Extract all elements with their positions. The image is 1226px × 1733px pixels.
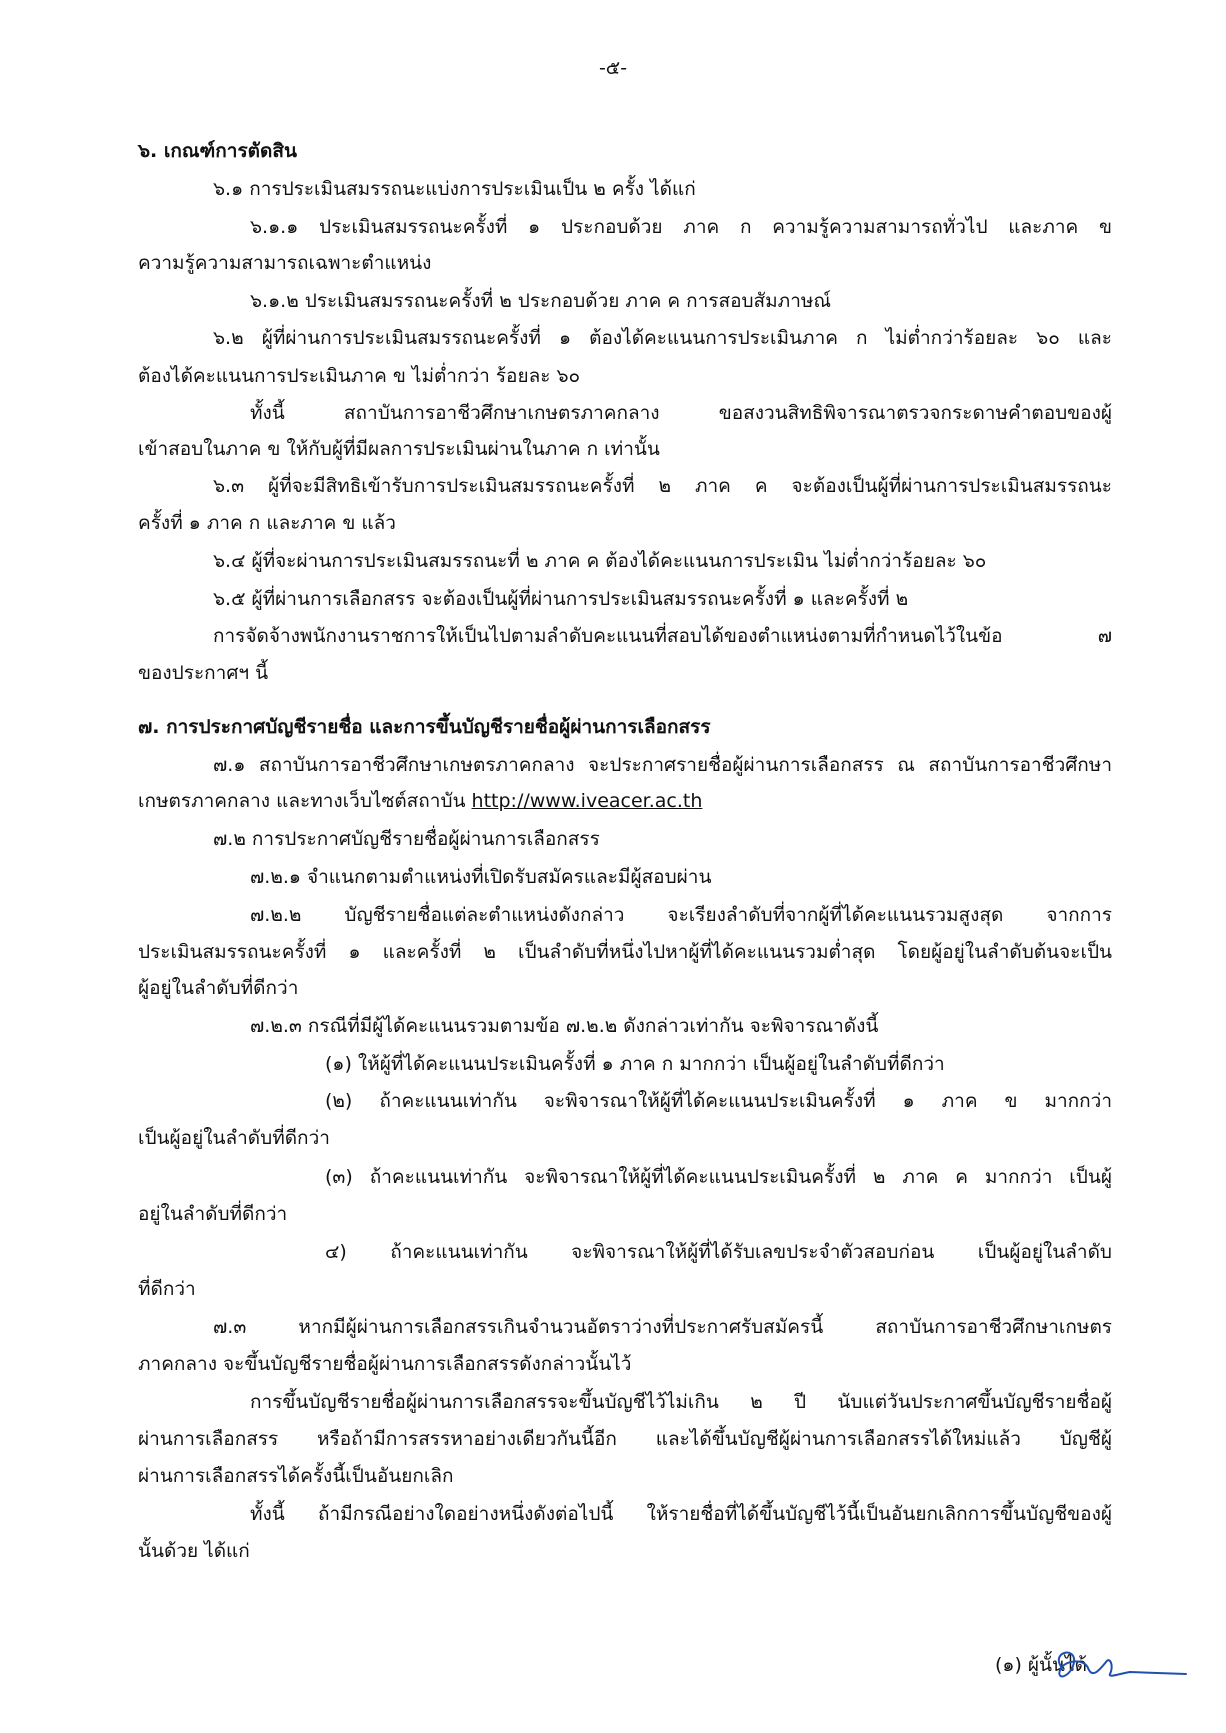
- paragraph-line: ๖.๑.๒ ประเมินสมรรถนะครั้งที่ ๒ ประกอบด้วย ภาค ค การสอบสัมภาษณ์: [250, 290, 832, 312]
- paragraph-line: ๗.๒.๒ บัญชีรายชื่อแต่ละตำแหน่งดังกล่าว จะเรียงลำดับที่จากผู้ที่ได้คะแนนรวมสูงสุด จากการ: [250, 904, 1112, 926]
- paragraph-line: ๗.๑ สถาบันการอาชีวศึกษาเกษตรภาคกลาง จะประกาศรายชื่อผู้ผ่านการเลือกสรร ณ สถาบันการอาชีวศึกษา: [213, 754, 1112, 776]
- paragraph-line: ๗.๓ หากมีผู้ผ่านการเลือกสรรเกินจำนวนอัตราว่างที่ประกาศรับสมัครนี้ สถาบันการอาชีวศึกษาเกษตร: [213, 1316, 1112, 1338]
- paragraph-line: ๖.๑.๑ ประเมินสมรรถนะครั้งที่ ๑ ประกอบด้วย ภาค ก ความรู้ความสามารถทั่วไป และภาค ข: [250, 216, 1112, 238]
- paragraph-line: (๑) ให้ผู้ที่ได้คะแนนประเมินครั้งที่ ๑ ภาค ก มากกว่า เป็นผู้อยู่ในลำดับที่ดีกว่า: [325, 1053, 945, 1075]
- paragraph-line: ๖.๔ ผู้ที่จะผ่านการประเมินสมรรถนะที่ ๒ ภาค ค ต้องได้คะแนนการประเมิน ไม่ต่ำกว่าร้อยละ ๖๐: [213, 550, 987, 572]
- paragraph-line: ครั้งที่ ๑ ภาค ก และภาค ข แล้ว: [138, 512, 396, 534]
- paragraph-line: ผู้อยู่ในลำดับที่ดีกว่า: [138, 977, 299, 999]
- paragraph-line: ๖.๓ ผู้ที่จะมีสิทธิเข้ารับการประเมินสมรรถนะครั้งที่ ๒ ภาค ค จะต้องเป็นผู้ที่ผ่านการประเมินสมรรถนะ: [213, 475, 1112, 497]
- paragraph-line: ประเมินสมรรถนะครั้งที่ ๑ และครั้งที่ ๒ เป็นลำดับที่หนึ่งไปหาผู้ที่ได้คะแนนรวมต่ำสุด โดยผู้อยู่ในลำดับต้นจะเป็น: [138, 941, 1112, 963]
- paragraph-line: ทั้งนี้ สถาบันการอาชีวศึกษาเกษตรภาคกลาง ขอสงวนสิทธิพิจารณาตรวจกระดาษคำตอบของผู้: [250, 402, 1112, 424]
- paragraph-text: เกษตรภาคกลาง และทางเว็บไซต์สถาบัน: [138, 790, 466, 812]
- continuation-text: (๑) ผู้นั้นได้: [995, 1654, 1087, 1676]
- website-link[interactable]: http://www.iveacer.ac.th: [471, 790, 703, 812]
- paragraph-line: ที่ดีกว่า: [138, 1278, 196, 1300]
- paragraph-line: เข้าสอบในภาค ข ให้กับผู้ที่มีผลการประเมินผ่านในภาค ก เท่านั้น: [138, 438, 660, 460]
- paragraph-line: ผ่านการเลือกสรรได้ครั้งนี้เป็นอันยกเลิก: [138, 1465, 454, 1487]
- page-number: -๕-: [598, 57, 628, 79]
- paragraph-line: ต้องได้คะแนนการประเมินภาค ข ไม่ต่ำกว่า ร้อยละ ๖๐: [138, 365, 581, 387]
- paragraph-line: ๖.๑ การประเมินสมรรถนะแบ่งการประเมินเป็น ๒ ครั้ง ได้แก่: [213, 178, 696, 200]
- paragraph-line: (๓) ถ้าคะแนนเท่ากัน จะพิจารณาให้ผู้ที่ได้คะแนนประเมินครั้งที่ ๒ ภาค ค มากกว่า เป็นผู้: [325, 1166, 1112, 1188]
- paragraph-line: [138, 789, 702, 813]
- paragraph-line: ทั้งนี้ ถ้ามีกรณีอย่างใดอย่างหนึ่งดังต่อไปนี้ ให้รายชื่อที่ได้ขึ้นบัญชีไว้นี้เป็นอันยกเลิกการขึ้นบัญชีของผู้: [250, 1503, 1112, 1525]
- paragraph-line: ๗.๒ การประกาศบัญชีรายชื่อผู้ผ่านการเลือกสรร: [213, 828, 600, 850]
- paragraph-line: ของประกาศฯ นี้: [138, 662, 269, 684]
- paragraph-line: ผ่านการเลือกสรร หรือถ้ามีการสรรหาอย่างเดียวกันนี้อีก และได้ขึ้นบัญชีผู้ผ่านการเลือกสรรได้ใหม่แล้ว บัญชีผู้: [138, 1428, 1112, 1450]
- paragraph-line: เป็นผู้อยู่ในลำดับที่ดีกว่า: [138, 1127, 330, 1149]
- paragraph-line: ๖.๕ ผู้ที่ผ่านการเลือกสรร จะต้องเป็นผู้ที่ผ่านการประเมินสมรรถนะครั้งที่ ๑ และครั้งที่ ๒: [213, 588, 909, 610]
- paragraph-line: อยู่ในลำดับที่ดีกว่า: [138, 1203, 288, 1225]
- paragraph-line: การจัดจ้างพนักงานราชการให้เป็นไปตามลำดับคะแนนที่สอบได้ของตำแหน่งตามที่กำหนดไว้ในข้อ ๗: [213, 625, 1112, 647]
- paragraph-line: ภาคกลาง จะขึ้นบัญชีรายชื่อผู้ผ่านการเลือกสรรดังกล่าวนั้นไว้: [138, 1353, 632, 1375]
- paragraph-line: ๗.๒.๓ กรณีที่มีผู้ได้คะแนนรวมตามข้อ ๗.๒.๒ ดังกล่าวเท่ากัน จะพิจารณาดังนี้: [250, 1015, 879, 1037]
- paragraph-line: การขึ้นบัญชีรายชื่อผู้ผ่านการเลือกสรรจะขึ้นบัญชีไว้ไม่เกิน ๒ ปี นับแต่วันประกาศขึ้นบัญชีรายชื่อผู้: [250, 1391, 1112, 1413]
- paragraph-line: (๒) ถ้าคะแนนเท่ากัน จะพิจารณาให้ผู้ที่ได้คะแนนประเมินครั้งที่ ๑ ภาค ข มากกว่า: [325, 1090, 1112, 1112]
- paragraph-line: ๗.๒.๑ จำแนกตามตำแหน่งที่เปิดรับสมัครและมีผู้สอบผ่าน: [250, 866, 712, 888]
- signature-initials: [1010, 1638, 1190, 1688]
- paragraph-line: ความรู้ความสามารถเฉพาะตำแหน่ง: [138, 252, 432, 274]
- paragraph-line: ๔) ถ้าคะแนนเท่ากัน จะพิจารณาให้ผู้ที่ได้รับเลขประจำตัวสอบก่อน เป็นผู้อยู่ในลำดับ: [325, 1241, 1112, 1263]
- section-7-heading: ๗. การประกาศบัญชีรายชื่อ และการขึ้นบัญชีรายชื่อผู้ผ่านการเลือกสรร: [138, 716, 711, 738]
- paragraph-line: นั้นด้วย ได้แก่: [138, 1540, 250, 1562]
- paragraph-line: ๖.๒ ผู้ที่ผ่านการประเมินสมรรถนะครั้งที่ ๑ ต้องได้คะแนนการประเมินภาค ก ไม่ต่ำกว่าร้อยละ ๖๐ และ: [213, 327, 1112, 349]
- section-6-heading: ๖. เกณฑ์การตัดสิน: [138, 140, 297, 162]
